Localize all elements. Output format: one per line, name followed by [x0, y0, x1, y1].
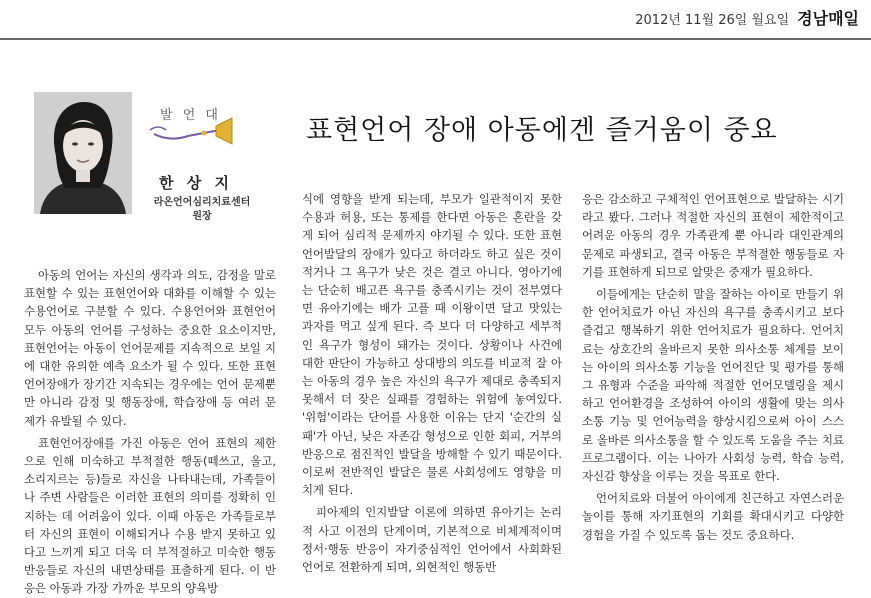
newspaper-name: 경남매일: [797, 9, 859, 28]
body-column-2: [302, 190, 562, 576]
article-headline: 표현언어 장애 아동에겐 즐거움이 중요: [306, 115, 778, 146]
body-column-1: [24, 266, 276, 598]
author-title: 원장: [192, 211, 212, 222]
paragraph: 언어치료와 더불어 아이에게 친근하고 자연스러운 놀이를 통해 자기표현의 기회를 확대시키고 다양한 경험을 가질 수 있도록 돕는 것도 중요하다.: [582, 491, 844, 542]
paragraph: 피아제의 인지발달 이론에 의하면 유아기는 논리적 사고 이전의 단계이며, 기본적으로 비체계적이며 정서·행동 반응이 자기중심적인 언어에서 사회화된 언어로 전환하게 되며, 외현적인 행동반: [302, 505, 562, 575]
body-column-3: [582, 190, 844, 544]
column-logo-text: 발 언 대: [160, 108, 221, 123]
paragraph: 이들에게는 단순히 말을 잘하는 아이로 만들기 위한 언어치료가 아닌 자신의 욕구를 충족시키고 보다 즐겁고 행복하기 위한 언어치료가 필요하다. 언어치료는 상호간의 올바르지 못한 의사소통 체계를 보이는 아이의 의사소통 기능을 언어진단 및 평가를 통해 그 유형과 수준을 파악해 적절한 언어모델링을 제시하고 언어환경을 조성하여 아이의 생활에 맞는 의사소통 기능 및 언어능력을 향상시킴으로써 아이 스스로 올바른 의사소통을 할 수 있도록 도움을 주는 치료프로그램이다. 이는 나아가 사회성 능력, 학습 능력, 자신감 향상을 이루는 것을 목표로 한다.: [582, 287, 844, 484]
author-affiliation: [132, 196, 272, 224]
trumpet-icon: [150, 118, 232, 144]
author-org: 라온언어심리치료센터: [153, 197, 251, 208]
author-name: 한 상 지: [159, 174, 233, 192]
paragraph: 식에 영향을 받게 되는데, 부모가 일관적이지 못한 수용과 허용, 또는 통제를 한다면 아동은 혼란을 갖게 되어 심리적 문제까지 야기될 수 있다. 또한 표현언어발달의 장애가 있다고 하더라도 하고 싶은 것이 적거나 그 욕구가 낮은 것은 결코 아니다. 영아기에는 단순히 배고픈 욕구를 충족시키는 것이 전부였다면 유아기에는 배가 고플 때 이왕이면 달고 맛있는 과자를 먹고 싶게 된다. 즉 보다 더 다양하고 세부적인 욕구가 형성이 돼가는 것이다. 상황이나 사건에 대한 판단이 가능하고 상대방의 의도를 비교적 잘 아는 아동의 경우 높은 자신의 욕구가 제대로 충족되지 못해서 더 잦은 실패를 경험하는 위험에 놓여있다. '위험'이라는 단어를 사용한 이유는 단지 '순간의 실패'가 아닌, 낮은 자존감 형성으로 인한 회피, 거부의 반응으로 점진적인 발달을 방해할 수 있기 때문이다. 이로써 전반적인 발달은 물론 사회성에도 영향을 미치게 된다.: [302, 192, 562, 498]
column-logo: [146, 100, 244, 148]
paragraph: 응은 감소하고 구체적인 언어표현으로 발달하는 시기라고 봤다. 그러나 적절한 자신의 표현이 제한적이고 어려운 아동의 경우 가족관계 뿐 아니라 대인관계의 문제로 파생되고, 결국 아동은 부적절한 행동들로 자기를 표현하게 되므로 알맞은 중재가 필요하다.: [582, 192, 844, 279]
author-photo: [34, 92, 132, 214]
paragraph: 표현언어장애를 가진 아동은 언어 표현의 제한으로 인해 미숙하고 부적절한 행동(떼쓰고, 울고, 소리지르는 등)들로 자신을 나타내는데, 가족들이나 주변 사람들은 이러한 표현의 의미를 정확히 인지하는 데 어려움이 있다. 이때 아동은 가족들로부터 자신의 표현이 이해되거나 수용 받지 못하고 있다고 느끼게 되고 더욱 더 부적절하고 미숙한 행동반응들로 자신의 내면상태를 표출하게 된다. 이 반응은 아동과 가장 가까운 부모의 양육방: [24, 435, 276, 596]
masthead: [635, 6, 859, 29]
header-rule: [0, 38, 871, 40]
paragraph: 아동의 언어는 자신의 생각과 의도, 감정을 말로 표현할 수 있는 표현언어와 대화를 이해할 수 있는 수용언어로 구분할 수 있다. 수용언어와 표현언어 모두 아동의 언어를 구성하는 중요한 요소이지만, 표현언어는 아동이 언어문제를 지속적으로 보일 지에 대한 유의한 예측 요소가 될 수 있다. 또한 표현언어장애가 장기간 지속되는 경우에는 언어 문제뿐만 아니라 감정 및 행동장애, 학습장애 등 여러 문제가 유발될 수 있다.: [24, 268, 276, 428]
issue-date: 2012년 11월 26일 월요일: [635, 13, 790, 28]
